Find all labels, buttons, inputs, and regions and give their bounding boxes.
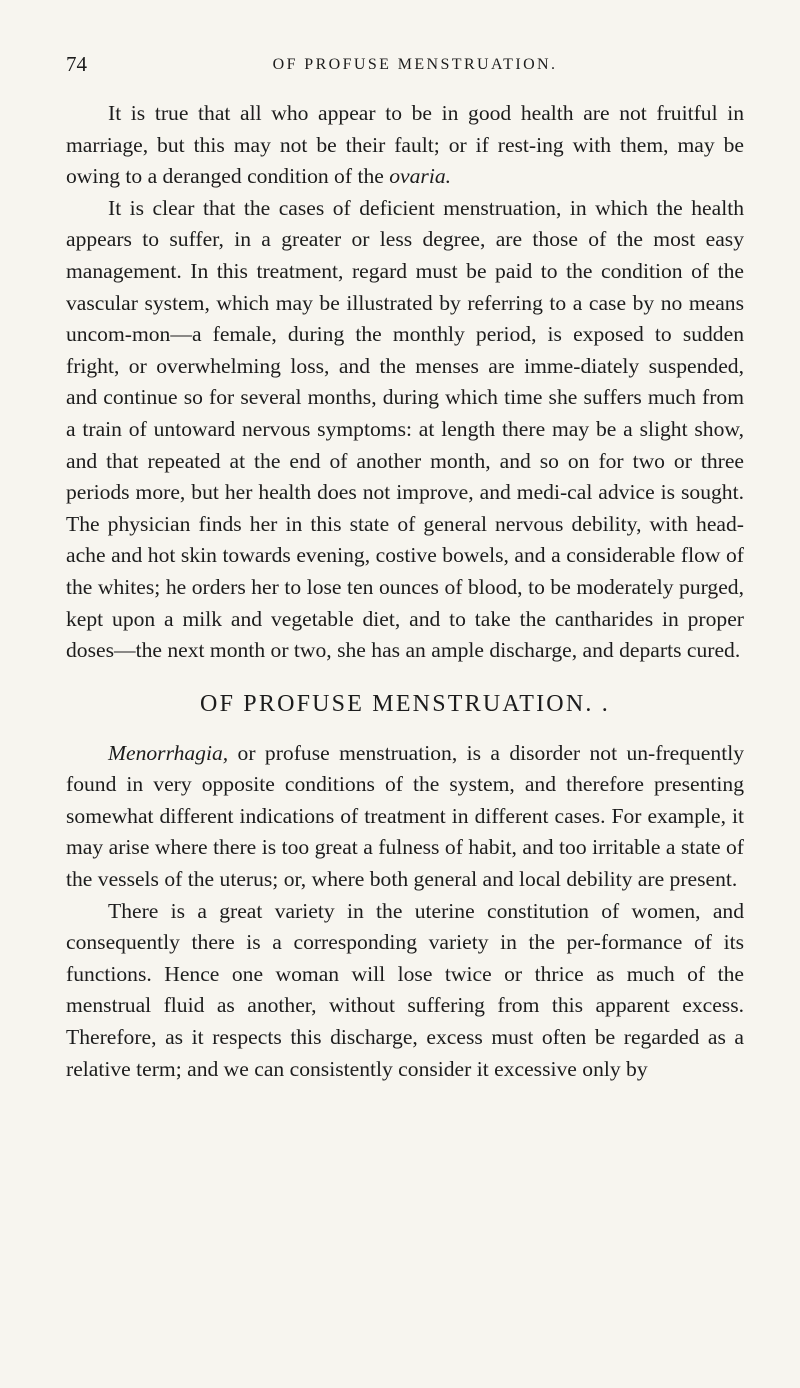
section-heading: OF PROFUSE MENSTRUATION. . [200,690,610,717]
page-number: 74 [66,52,87,76]
running-head [66,52,744,82]
paragraph-1-italic: ovaria. [389,164,452,189]
paragraph-3-italic: Menorrhagia, [108,740,229,765]
paragraph-3-text: or profuse menstruation, is a disorder not un-frequently found in very opposite conditions of the system, and therefore presenting somewhat different indications of treatment in different cases. For example, it may arise where there is too great a fulness of habit, and too irritable a state of the vessels of the uterus; or, where both general and local debility are present. [66,740,744,892]
paragraph-2: It is clear that the cases of deficient menstruation, in which the health appears to suffer, in a greater or less degree, are those of the most easy management. In this treatment, regard must be paid to the condition of the vascular system, which may be illustrated by referring to a case by no means uncom-mon—a female, during the monthly period, is exposed to sudden fright, or overwhelming loss, and the menses are imme-diately suspended, and continue so for several months, during which time she suffers much from a train of untoward nervous symptoms: at length there may be a slight show, and that repeated at the end of another month, and so on for two or three periods more, but her health does not improve, and medi-cal advice is sought. The physician finds her in this state of general nervous debility, with head-ache and hot skin towards evening, costive bowels, and a considerable flow of the whites; he orders her to lose ten ounces of blood, to be moderately purged, kept upon a milk and vegetable diet, and to take the cantharides in proper doses—the next month or two, she has an ample discharge, and departs cured. [66,195,744,663]
paragraph-3 [66,738,744,896]
paragraph-1 [66,98,744,193]
running-title: OF PROFUSE MENSTRUATION. [272,56,558,73]
paragraph-4: There is a great variety in the uterine constitution of women, and consequently there is a corresponding variety in the per-formance of its functions. Hence one woman will lose twice or thrice as much of the menstrual fluid as another, without suffering from this apparent excess. Therefore, as it respects this discharge, excess must often be regarded as a relative term; and we can consistently consider it excessive only by [66,898,744,1081]
paragraph-1-text: It is true that all who appear to be in good health are not fruitful in marriage, but this may not be their fault; or if rest-ing with them, may be owing to a deranged condition of the [66,101,744,189]
